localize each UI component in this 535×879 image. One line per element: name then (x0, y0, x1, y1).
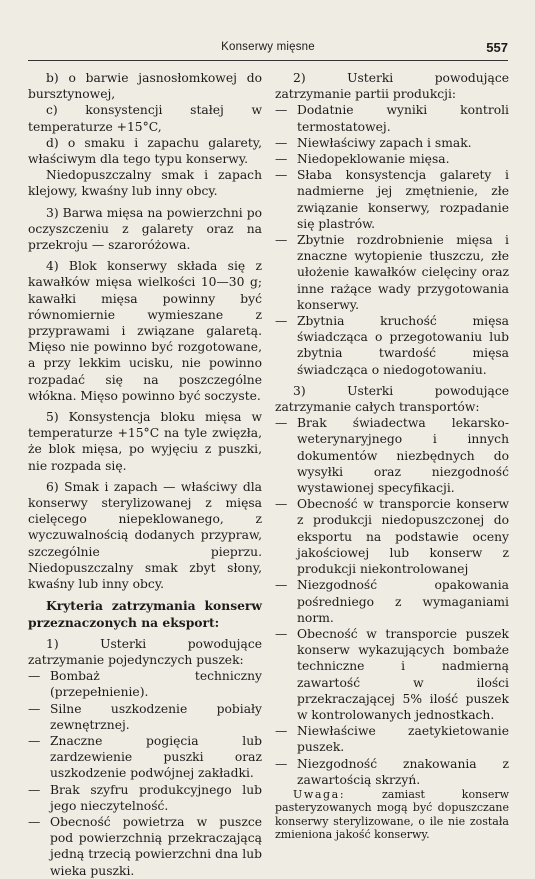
list-item-text: Brak szyfru produkcyjnego lub jego nieczytelność. (50, 782, 262, 813)
page-header (28, 38, 508, 61)
list-item (275, 232, 509, 313)
dash-mark: — (28, 733, 41, 748)
list-item (28, 668, 262, 700)
dash-mark: — (28, 782, 41, 797)
dash-mark: — (275, 168, 288, 183)
paragraph: 6) Smak i zapach — właściwy dla konserwy sterylizowanej z mięsa cielęcego niepeklowanego, z wyczuwalnością dodanych przypraw, szczególnie pieprzu. Niedopuszczalny smak zbyt słony, kwaśny lub inny obcy. (28, 479, 262, 592)
dash-mark: — (275, 756, 288, 771)
list-item (28, 782, 262, 814)
list-item (275, 723, 509, 755)
dash-mark: — (275, 233, 288, 248)
footnote (275, 788, 509, 842)
list-item-text: Obecność w transporcie konserw z produkcji niedopuszczonej do eksportu na podstawie oceny jakościowej lub konserw z produkcji niekontrolowanej (297, 497, 509, 577)
list-item (28, 701, 262, 733)
list-item-text: Znaczne pogięcia lub zardzewienie puszki oraz uszkodzenie podwójnej zakładki. (50, 733, 262, 781)
list-item (275, 415, 509, 496)
dash-mark: — (275, 626, 288, 641)
dash-mark: — (275, 578, 288, 593)
dash-mark: — (275, 314, 288, 329)
list-item-text: Silne uszkodzenie pobiały zewnętrznej. (50, 701, 262, 732)
paragraph: 5) Konsystencja bloku mięsa w temperaturze +15°C na tyle zwięzła, że blok mięsa, po wyjęciu z puszki, nie rozpada się. (28, 410, 262, 473)
dash-mark: — (275, 416, 288, 431)
list-item-text: Obecność w transporcie puszek konserw wykazujących bombaże techniczne i nadmierną zawartość w ilości przekraczającej 5% ilość puszek w kontrolowanych jednostkach. (297, 626, 509, 722)
page-number: 557 (486, 40, 508, 55)
left-column (28, 70, 262, 879)
list-item (275, 313, 509, 378)
right-column (275, 70, 509, 842)
dash-mark: — (275, 152, 288, 167)
list-item (275, 756, 509, 788)
list-item (275, 102, 509, 134)
paragraph: Niedopuszczalny smak i zapach klejowy, kwaśny lub inny obcy. (28, 168, 262, 199)
list-item-text: Brak świadectwa lekarsko-weterynaryjnego i innych dokumentów niezbędnych do wysyłki oraz niezgodność wystawionej specyfikacji. (297, 416, 509, 496)
list-item (275, 135, 509, 151)
paragraph: b) o barwie jasnosłomkowej do bursztynowej, (28, 71, 262, 102)
section-heading: Kryteria zatrzymania konserw przeznaczonych na eksport: (28, 598, 262, 630)
list-item-text: Niewłaściwy zapach i smak. (297, 135, 472, 150)
list-item-text: Zbytnie rozdrobnienie mięsa i znaczne wytopienie tłuszczu, złe ułożenie kawałków cielęciny oraz inne rażące wady przygotowania konserwy. (297, 233, 509, 312)
dash-mark: — (275, 135, 288, 150)
list-item-text: Zbytnia kruchość mięsa świadcząca o przegotowaniu lub zbytnia twardość mięsa świadcząca o niedogotowaniu. (297, 314, 509, 377)
subsection-heading: 3) Usterki powodujące zatrzymanie całych transportów: (275, 383, 509, 415)
list-item-text: Słaba konsystencja galarety i nadmierne jej zmętnienie, złe związanie konserwy, rozpadanie się plastrów. (297, 168, 509, 231)
paragraph: 3) Barwa mięsa na powierzchni po oczyszczeniu z galarety oraz na przekroju — szaroróżowa. (28, 205, 262, 253)
list-item (275, 167, 509, 232)
list-item (275, 496, 509, 577)
dash-mark: — (28, 701, 41, 716)
list-item-text: Dodatnie wyniki kontroli termostatowej. (297, 103, 509, 134)
dash-mark: — (28, 814, 41, 829)
list-item-text: Niezgodność znakowania z zawartością skrzyń. (297, 756, 509, 787)
list-item (275, 626, 509, 723)
list-item (275, 151, 509, 167)
list-item (28, 814, 262, 879)
list-item-text: Bombaż techniczny (przepełnienie). (50, 669, 262, 700)
dash-mark: — (28, 669, 41, 684)
paragraph: c) konsystencji stałej w temperaturze +15°C, (28, 103, 262, 134)
paragraph: 4) Blok konserwy składa się z kawałków mięsa wielkości 10—30 g; kawałki mięsa powinny być równomiernie wymieszane z przyprawami i związane galaretą. Mięso nie powinno być rozgotowane, a przy lekkim ucisku, nie powinno rozpadać się na poszczególne włókna. Mięso powinno być soczyste. (28, 259, 262, 403)
list-item (275, 577, 509, 626)
running-title: Konserwy mięsne (221, 41, 315, 53)
list-item-text: Obecność powietrza w puszce pod powierzchnią przekraczającą jedną trzecią powierzchni dna lub wieka puszki. (50, 814, 262, 878)
dash-mark: — (275, 103, 288, 118)
subsection-heading: 1) Usterki powodujące zatrzymanie pojedynczych puszek: (28, 636, 262, 667)
note-text: zamiast konserw pasteryzowanych mogą być dopuszczane konserwy sterylizowane, o ile nie została zmieniona jakość konserwy. (275, 787, 509, 842)
dash-mark: — (275, 497, 288, 512)
list-item-text: Niezgodność opakowania pośredniego z wymaganiami norm. (297, 578, 509, 625)
list-item (28, 733, 262, 782)
list-item-text: Niewłaściwe zaetykietowanie puszek. (297, 724, 509, 755)
note-label: Uwaga: (293, 787, 346, 801)
paragraph: d) o smaku i zapachu galarety, właściwym dla tego typu konserwy. (28, 135, 262, 167)
subsection-heading: 2) Usterki powodujące zatrzymanie partii produkcji: (275, 71, 509, 102)
list-item-text: Niedopeklowanie mięsa. (297, 152, 450, 167)
dash-mark: — (275, 724, 288, 739)
